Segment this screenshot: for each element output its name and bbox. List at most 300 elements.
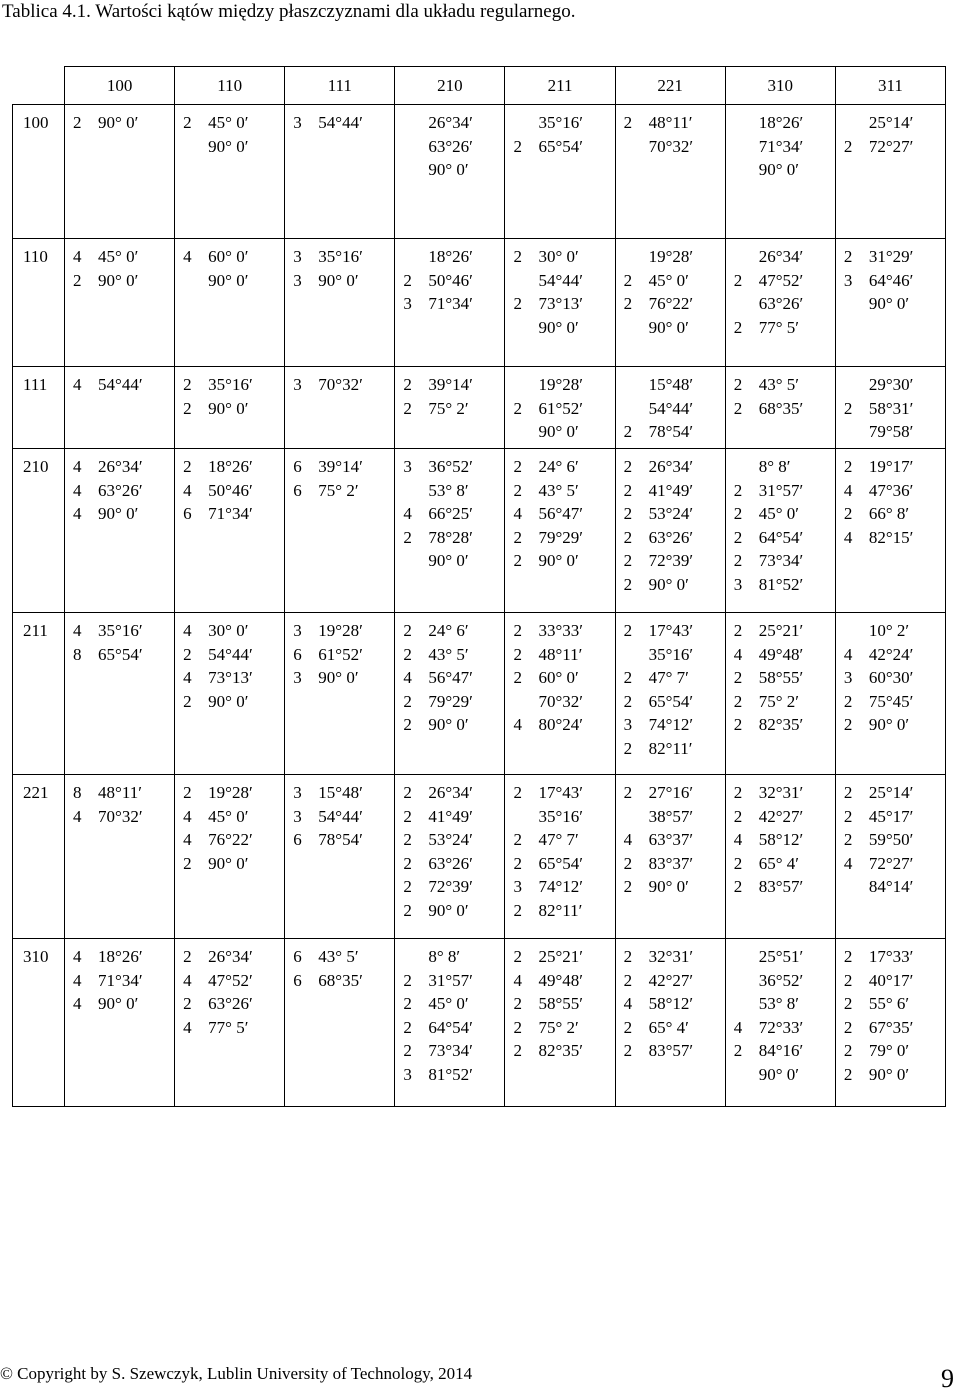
multiplicity: 2	[623, 738, 633, 758]
table-cell	[175, 775, 285, 939]
multiplicity: 4	[733, 644, 743, 664]
angle-entry	[836, 111, 945, 135]
angle-value: 25°14′	[868, 113, 914, 132]
angle-entry	[505, 111, 614, 135]
angle-entry	[505, 455, 614, 479]
multiplicity: 4	[183, 247, 192, 266]
multiplicity: 2	[183, 853, 192, 873]
angle-entry	[395, 549, 504, 573]
angle-entry	[175, 805, 284, 829]
angle-entry	[175, 619, 284, 643]
angle-value: 45° 0′	[648, 270, 689, 290]
multiplicity: 2	[513, 551, 522, 570]
angle-entry	[285, 805, 394, 829]
angle-list	[616, 367, 725, 444]
angle-entry	[616, 526, 725, 550]
angle-value: 65°54′	[538, 136, 584, 156]
angle-entry	[65, 245, 174, 269]
multiplicity: 2	[623, 1017, 633, 1037]
angle-entry	[175, 643, 284, 667]
multiplicity: 2	[513, 1041, 522, 1060]
page-number: 9	[941, 1364, 954, 1393]
angle-value: 35°16′	[208, 375, 253, 394]
table-cell	[65, 105, 175, 239]
multiplicity: 2	[843, 457, 853, 476]
angle-value: 76°22′	[208, 830, 253, 849]
angle-entry	[836, 666, 945, 690]
multiplicity: 3	[293, 270, 302, 290]
multiplicity: 3	[293, 247, 302, 266]
angle-list	[175, 939, 284, 1039]
multiplicity	[726, 992, 759, 1016]
angle-value: 63°37′	[648, 830, 694, 849]
table-row	[13, 367, 946, 449]
angle-entry	[65, 969, 174, 993]
multiplicity	[616, 316, 649, 340]
multiplicity: 2	[623, 270, 633, 290]
multiplicity: 2	[73, 270, 82, 290]
table-row	[13, 449, 946, 613]
angle-value: 26°34′	[428, 783, 473, 802]
angle-list	[726, 449, 835, 596]
angle-list	[285, 449, 394, 502]
angle-value: 10° 2′	[868, 621, 910, 640]
angle-entry	[726, 245, 835, 269]
angle-entry	[836, 852, 945, 876]
table-cell	[285, 613, 395, 775]
angle-value: 75° 2′	[318, 480, 359, 500]
angle-entry	[726, 373, 835, 397]
table-cell	[285, 939, 395, 1107]
angle-value: 79°29′	[428, 691, 473, 711]
angle-value: 77° 5′	[758, 317, 799, 337]
multiplicity: 3	[293, 806, 302, 826]
column-header: 211	[505, 67, 615, 105]
angle-value: 82°35′	[758, 715, 804, 734]
angle-value: 53° 8′	[428, 480, 469, 500]
angle-entry	[505, 713, 614, 737]
multiplicity: 2	[403, 375, 412, 394]
multiplicity: 2	[733, 783, 743, 802]
table-cell	[65, 239, 175, 367]
angle-entry	[616, 1016, 725, 1040]
angle-value: 42°24′	[868, 644, 914, 664]
angle-value: 64°54′	[758, 527, 804, 547]
angle-value: 70°32′	[98, 806, 143, 826]
angle-value: 81°52′	[428, 1064, 473, 1084]
multiplicity: 2	[513, 247, 522, 266]
row-header: 110	[13, 239, 65, 367]
angle-entry	[836, 690, 945, 714]
angle-value: 26°34′	[758, 247, 804, 266]
angle-entry	[505, 526, 614, 550]
table-cell	[835, 613, 945, 775]
angle-value: 71°34′	[758, 136, 804, 156]
angle-entry	[505, 373, 614, 397]
multiplicity: 4	[623, 994, 633, 1013]
multiplicity: 2	[513, 783, 522, 802]
angle-entry	[616, 1039, 725, 1063]
table-cell	[395, 775, 505, 939]
angle-value: 79°58′	[868, 422, 914, 441]
angle-list	[395, 105, 504, 182]
multiplicity	[836, 111, 869, 135]
angle-entry	[395, 292, 504, 316]
angle-value: 63°26′	[428, 136, 473, 156]
angle-value: 41°49′	[428, 806, 473, 826]
multiplicity: 2	[623, 877, 633, 896]
angle-entry	[175, 828, 284, 852]
angle-entry	[726, 573, 835, 597]
multiplicity: 6	[293, 970, 302, 990]
angle-entry	[836, 1016, 945, 1040]
angle-entry	[505, 781, 614, 805]
multiplicity: 2	[403, 644, 412, 664]
angle-entry	[836, 969, 945, 993]
multiplicity: 2	[183, 783, 192, 802]
angle-value: 90° 0′	[648, 317, 689, 337]
angle-value: 26°34′	[208, 947, 253, 966]
angle-value: 66° 8′	[868, 504, 910, 523]
angle-value: 45° 0′	[428, 994, 469, 1013]
multiplicity: 6	[293, 947, 302, 966]
angle-entry	[395, 1063, 504, 1087]
angle-value: 90° 0′	[208, 691, 249, 711]
angle-value: 74°12′	[648, 715, 694, 734]
angle-value: 90° 0′	[98, 113, 139, 132]
multiplicity: 2	[733, 480, 743, 500]
angle-value: 90° 0′	[868, 715, 910, 734]
angle-entry	[65, 479, 174, 503]
angle-entry	[395, 713, 504, 737]
multiplicity: 2	[623, 457, 633, 476]
angle-value: 90° 0′	[868, 1064, 910, 1084]
angle-list	[395, 239, 504, 316]
multiplicity: 4	[403, 668, 412, 687]
angle-entry	[836, 875, 945, 899]
table-cell	[835, 775, 945, 939]
angle-entry	[175, 245, 284, 269]
angle-value: 79°29′	[538, 527, 584, 547]
angle-value: 47° 7′	[538, 830, 579, 849]
multiplicity: 2	[623, 422, 633, 441]
angle-entry	[395, 875, 504, 899]
angle-entry	[175, 852, 284, 876]
angle-entry	[395, 666, 504, 690]
multiplicity	[836, 875, 869, 899]
multiplicity: 2	[403, 783, 412, 802]
multiplicity	[616, 135, 649, 159]
multiplicity: 2	[403, 715, 412, 734]
angle-list	[616, 239, 725, 339]
angle-value: 90° 0′	[428, 160, 469, 179]
table-cell	[175, 239, 285, 367]
angle-value: 90° 0′	[428, 551, 469, 570]
angle-entry	[836, 420, 945, 444]
multiplicity: 2	[733, 806, 743, 826]
angle-value: 70°32′	[538, 691, 584, 711]
angle-value: 8° 8′	[428, 947, 461, 966]
multiplicity: 2	[623, 853, 633, 873]
angle-entry	[836, 828, 945, 852]
angle-entry	[285, 945, 394, 969]
table-cell	[835, 939, 945, 1107]
angle-entry	[616, 619, 725, 643]
angle-entry	[616, 969, 725, 993]
angle-entry	[726, 666, 835, 690]
angle-list	[726, 613, 835, 737]
angle-entry	[836, 245, 945, 269]
column-header: 100	[65, 67, 175, 105]
angle-value: 78°28′	[428, 527, 473, 547]
multiplicity	[505, 316, 538, 340]
table-cell	[285, 105, 395, 239]
table-caption: Tablica 4.1. Wartości kątów między płaszczyznami dla układu regularnego.	[2, 1, 576, 22]
angle-list	[836, 105, 945, 158]
angle-entry	[616, 549, 725, 573]
angle-entry	[616, 666, 725, 690]
angle-value: 73°34′	[758, 551, 804, 570]
angle-entry	[505, 945, 614, 969]
angle-value: 35°16′	[538, 113, 584, 132]
angle-entry	[395, 690, 504, 714]
angle-entry	[616, 643, 725, 667]
angle-entry	[395, 899, 504, 923]
angle-entry	[616, 805, 725, 829]
angle-value: 90° 0′	[538, 422, 579, 441]
table-cell	[395, 449, 505, 613]
angle-value: 19°28′	[538, 375, 584, 394]
multiplicity: 4	[73, 947, 82, 966]
row-header: 221	[13, 775, 65, 939]
angle-entry	[505, 1039, 614, 1063]
angle-entry	[616, 502, 725, 526]
angle-entry	[65, 373, 174, 397]
table-cell	[505, 239, 615, 367]
table-cell	[65, 613, 175, 775]
angle-entry	[395, 992, 504, 1016]
angle-value: 75°45′	[868, 691, 914, 711]
angle-value: 30° 0′	[208, 621, 249, 640]
angle-entry	[836, 805, 945, 829]
angle-entry	[726, 1016, 835, 1040]
multiplicity: 2	[513, 853, 522, 873]
angle-value: 56°47′	[538, 504, 584, 523]
angle-entry	[505, 828, 614, 852]
multiplicity: 2	[403, 900, 412, 920]
angle-value: 90° 0′	[428, 715, 469, 734]
angle-entry	[505, 619, 614, 643]
angle-entry	[505, 316, 614, 340]
angle-value: 90° 0′	[648, 574, 689, 594]
angle-entry	[836, 643, 945, 667]
angle-value: 63°26′	[428, 853, 473, 873]
angle-list	[175, 105, 284, 158]
angle-entry	[175, 992, 284, 1016]
angle-entry	[616, 875, 725, 899]
angle-value: 17°33′	[868, 947, 914, 966]
angle-entry	[175, 502, 284, 526]
angle-value: 38°57′	[648, 806, 694, 826]
multiplicity: 2	[843, 806, 853, 826]
angle-value: 54°44′	[318, 806, 363, 826]
angle-value: 60° 0′	[538, 668, 579, 687]
angle-value: 73°13′	[538, 294, 584, 313]
angle-entry	[616, 573, 725, 597]
multiplicity: 2	[183, 375, 192, 394]
angle-entry	[65, 643, 174, 667]
angle-entry	[726, 111, 835, 135]
table-cell	[505, 939, 615, 1107]
multiplicity: 3	[623, 715, 633, 734]
angle-value: 68°35′	[758, 398, 804, 418]
angle-list	[505, 449, 614, 573]
angle-value: 35°16′	[318, 247, 363, 266]
multiplicity: 2	[843, 1017, 853, 1037]
angle-value: 25°21′	[758, 621, 804, 640]
multiplicity: 3	[733, 574, 743, 594]
multiplicity: 3	[403, 294, 412, 313]
multiplicity: 2	[733, 398, 743, 418]
multiplicity: 2	[733, 527, 743, 547]
angle-value: 78°54′	[318, 830, 363, 849]
angle-value: 65°54′	[98, 644, 143, 664]
angle-entry	[726, 945, 835, 969]
angle-entry	[395, 269, 504, 293]
angle-value: 19°28′	[648, 247, 694, 266]
angle-list	[726, 775, 835, 899]
angle-entry	[175, 479, 284, 503]
table-cell	[395, 613, 505, 775]
angle-entry	[726, 852, 835, 876]
multiplicity: 4	[73, 375, 82, 394]
angle-value: 27°16′	[648, 783, 694, 802]
angle-list	[505, 775, 614, 922]
angle-value: 31°57′	[428, 970, 473, 990]
row-header: 211	[13, 613, 65, 775]
multiplicity: 2	[623, 527, 633, 547]
multiplicity: 2	[513, 668, 522, 687]
table-cell	[725, 775, 835, 939]
angle-entry	[616, 828, 725, 852]
table-cell	[725, 367, 835, 449]
angle-value: 47° 7′	[648, 668, 689, 687]
multiplicity	[175, 269, 208, 293]
angle-value: 24° 6′	[428, 621, 469, 640]
angle-entry	[285, 373, 394, 397]
angle-entry	[836, 526, 945, 550]
table-row	[13, 939, 946, 1107]
angle-value: 67°35′	[868, 1017, 914, 1037]
angle-list	[395, 613, 504, 737]
angle-value: 90° 0′	[318, 270, 359, 290]
angle-entry	[726, 713, 835, 737]
angle-list	[395, 367, 504, 420]
angle-value: 49°48′	[758, 644, 804, 664]
table-cell	[725, 105, 835, 239]
multiplicity	[505, 373, 538, 397]
multiplicity: 2	[513, 398, 522, 418]
table-row	[13, 613, 946, 775]
multiplicity: 2	[623, 970, 633, 990]
angle-entry	[836, 292, 945, 316]
angle-entry	[65, 805, 174, 829]
copyright-footer: © Copyright by S. Szewczyk, Lublin University of Technology, 2014	[0, 1364, 473, 1383]
angle-list	[726, 239, 835, 339]
angle-entry	[505, 135, 614, 159]
angle-entry	[616, 455, 725, 479]
angle-value: 36°52′	[758, 970, 804, 990]
angle-value: 65°54′	[648, 691, 694, 711]
multiplicity: 3	[513, 877, 522, 896]
angle-value: 54°44′	[648, 398, 694, 418]
multiplicity: 3	[293, 668, 302, 687]
angle-value: 42°27′	[758, 806, 804, 826]
angle-entry	[726, 992, 835, 1016]
angle-list	[65, 775, 174, 828]
angle-value: 55° 6′	[868, 994, 910, 1013]
angle-value: 60°30′	[868, 668, 914, 687]
angle-entry	[395, 619, 504, 643]
angle-entry	[505, 992, 614, 1016]
angle-value: 63°26′	[208, 994, 253, 1013]
angle-value: 18°26′	[98, 947, 143, 966]
angle-value: 79° 0′	[868, 1041, 910, 1060]
multiplicity: 2	[513, 527, 522, 547]
angle-entry	[505, 245, 614, 269]
angle-value: 90° 0′	[758, 160, 799, 179]
angle-value: 58°55′	[538, 994, 584, 1013]
multiplicity: 2	[513, 480, 522, 500]
angle-value: 90° 0′	[208, 136, 249, 156]
angle-entry	[726, 805, 835, 829]
table-row	[13, 775, 946, 939]
multiplicity: 3	[403, 1064, 412, 1084]
angle-value: 78°54′	[648, 422, 694, 441]
multiplicity: 2	[733, 375, 743, 394]
angle-value: 45°17′	[868, 806, 914, 826]
angle-value: 72°27′	[868, 853, 914, 873]
multiplicity: 2	[843, 783, 853, 802]
angle-value: 26°34′	[98, 457, 143, 476]
angle-entry	[175, 666, 284, 690]
multiplicity: 2	[623, 691, 633, 711]
angle-entry	[726, 292, 835, 316]
angle-value: 82°11′	[538, 900, 583, 920]
multiplicity: 2	[733, 1041, 743, 1060]
angle-entry	[505, 875, 614, 899]
multiplicity	[505, 269, 538, 293]
angle-entry	[505, 502, 614, 526]
angle-value: 83°57′	[648, 1041, 694, 1060]
row-header: 100	[13, 105, 65, 239]
angle-entry	[726, 549, 835, 573]
angle-list	[726, 105, 835, 182]
table-cell	[505, 613, 615, 775]
angle-value: 26°34′	[648, 457, 694, 476]
angle-value: 58°55′	[758, 668, 804, 687]
angle-list	[175, 775, 284, 875]
angle-entry	[395, 781, 504, 805]
multiplicity: 2	[513, 644, 522, 664]
angle-list	[616, 775, 725, 899]
multiplicity	[395, 135, 428, 159]
angle-entry	[616, 781, 725, 805]
multiplicity: 3	[293, 621, 302, 640]
angle-entry	[65, 992, 174, 1016]
angle-list	[505, 939, 614, 1063]
multiplicity: 4	[843, 527, 853, 547]
